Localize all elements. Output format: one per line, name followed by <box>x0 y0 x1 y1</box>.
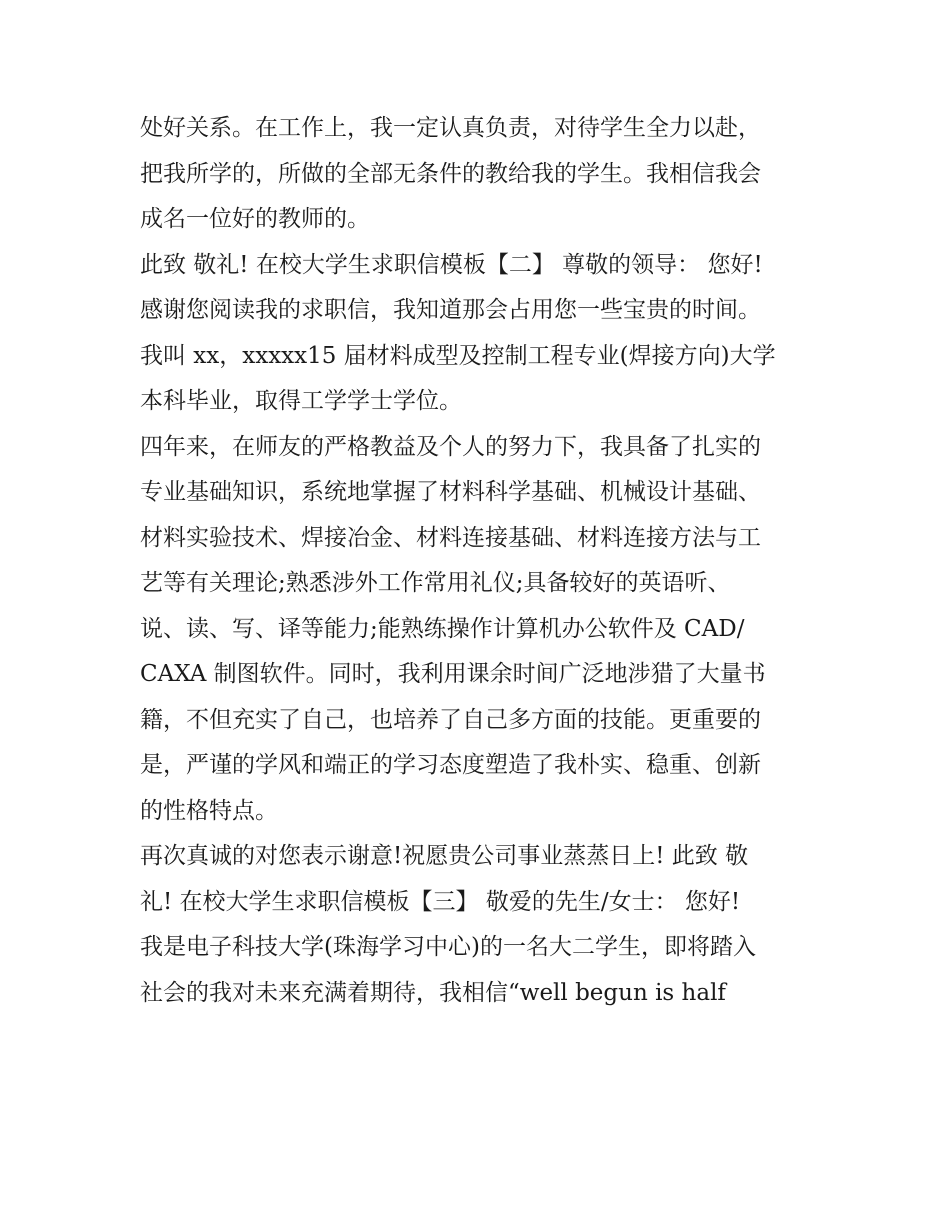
text-line: 社会的我对未来充满着期待，我相信“well begun is half <box>140 979 726 1006</box>
text-line: 再次真诚的对您表示谢意!祝愿贵公司事业蒸蒸日上! 此致 敬 <box>140 843 749 869</box>
text-line: 四年来，在师友的严格教益及个人的努力下，我具备了扎实的 <box>140 433 761 460</box>
text-line: 艺等有关理论;熟悉涉外工作常用礼仪;具备较好的英语听、 <box>140 570 731 596</box>
text-line: 礼! 在校大学生求职信模板【三】 敬爱的先生/女士： 您好! <box>140 888 741 915</box>
text-line: 籍，不但充实了自己，也培养了自己多方面的技能。更重要的 <box>140 706 761 733</box>
text-line: 我是电子科技大学(珠海学习中心)的一名大二学生，即将踏入 <box>140 934 756 960</box>
body-text <box>140 106 830 1016</box>
text-line: 本科毕业，取得工学学士学位。 <box>140 388 462 414</box>
text-line: 处好关系。在工作上，我一定认真负责，对待学生全力以赴， <box>140 115 761 141</box>
text-line: 说、读、写、译等能力;能熟练操作计算机办公软件及 CAD/ <box>140 615 745 642</box>
text-line: 专业基础知识，系统地掌握了材料科学基础、机械设计基础、 <box>140 479 761 505</box>
text-line: 此致 敬礼! 在校大学生求职信模板【二】 尊敬的领导： 您好! <box>140 251 763 278</box>
text-line: 成名一位好的教师的。 <box>140 206 370 232</box>
text-line: 感谢您阅读我的求职信，我知道那会占用您一些宝贵的时间。 <box>140 297 761 323</box>
text-line: 把我所学的，所做的全部无条件的教给我的学生。我相信我会 <box>140 160 761 187</box>
text-line: 材料实验技术、焊接冶金、材料连接基础、材料连接方法与工 <box>140 524 761 551</box>
text-line: 是，严谨的学风和端正的学习态度塑造了我朴实、稳重、创新 <box>140 752 761 778</box>
text-line: 的性格特点。 <box>140 797 278 824</box>
text-line: CAXA 制图软件。同时，我利用课余时间广泛地涉猎了大量书 <box>140 661 766 687</box>
text-line: 我叫 xx，xxxxx15 届材料成型及控制工程专业(焊接方向)大学 <box>140 342 776 369</box>
